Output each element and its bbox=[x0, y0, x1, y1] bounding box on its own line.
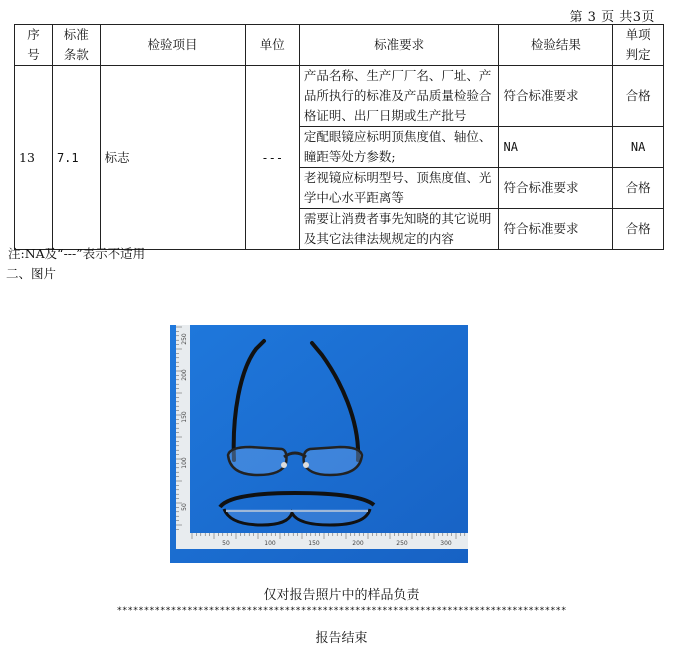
ruler-v-label: 200 bbox=[181, 369, 188, 381]
header-clause bbox=[52, 25, 100, 66]
photo-backdrop bbox=[170, 325, 468, 563]
glasses-lens-right bbox=[304, 447, 362, 475]
row-unit: --- bbox=[245, 66, 299, 250]
requirement-cell: 老视镜应标明型号、顶焦度值、光学中心水平距离等 bbox=[299, 168, 499, 209]
row-no: 13 bbox=[15, 66, 53, 250]
table-header-row bbox=[15, 25, 664, 66]
requirement-cell: 产品名称、生产厂厂名、厂址、产品所执行的标准及产品质量检验合格证明、出厂日期或生产批号 bbox=[299, 66, 499, 127]
header-no bbox=[15, 25, 53, 66]
separator-line: *********************************************************************************** bbox=[116, 606, 567, 616]
result-cell: NA bbox=[499, 127, 613, 168]
table-note: 注:NA及“---”表示不适用 bbox=[8, 246, 146, 261]
photo-caption: 仅对报告照片中的样品负责 bbox=[263, 588, 420, 603]
header-clause-label: 标准 条款 bbox=[63, 27, 89, 62]
judgement-cell: 合格 bbox=[613, 66, 664, 127]
table-row bbox=[15, 66, 664, 127]
sample-photo-drawing bbox=[170, 325, 468, 563]
ruler-h-label: 50 bbox=[222, 540, 230, 547]
result-cell: 符合标准要求 bbox=[499, 209, 613, 250]
ruler-v-label: 250 bbox=[181, 333, 188, 345]
ruler-h-label: 200 bbox=[352, 540, 364, 547]
sample-photo bbox=[170, 325, 468, 563]
inspection-table bbox=[14, 24, 664, 250]
requirement-cell: 需要让消费者事先知晓的其它说明及其它法律法规规定的内容 bbox=[299, 209, 499, 250]
nose-pad-right bbox=[303, 462, 309, 468]
header-unit: 单位 bbox=[245, 25, 299, 66]
result-cell: 符合标准要求 bbox=[499, 66, 613, 127]
ruler-v-label: 150 bbox=[181, 411, 188, 423]
ruler-vertical bbox=[176, 325, 190, 547]
section-title: 二、图片 bbox=[6, 266, 57, 281]
judgement-cell: NA bbox=[613, 127, 664, 168]
ruler-h-label: 100 bbox=[264, 540, 276, 547]
report-end: 报告结束 bbox=[315, 631, 368, 646]
row-item: 标志 bbox=[100, 66, 245, 250]
glasses-lens-left bbox=[228, 447, 287, 475]
nose-pad-left bbox=[281, 462, 287, 468]
header-no-label: 序 号 bbox=[27, 27, 40, 62]
ruler-v-label: 50 bbox=[181, 503, 188, 511]
requirement-cell: 定配眼镜应标明顶焦度值、轴位、瞳距等处方参数; bbox=[299, 127, 499, 168]
ruler-h-label: 300 bbox=[440, 540, 452, 547]
page-indicator: 第 3 页 共3页 bbox=[569, 10, 655, 25]
header-judgement-label: 单项 判定 bbox=[625, 27, 651, 62]
header-item: 检验项目 bbox=[100, 25, 245, 66]
header-judgement bbox=[613, 25, 664, 66]
judgement-cell: 合格 bbox=[613, 209, 664, 250]
result-cell: 符合标准要求 bbox=[499, 168, 613, 209]
ruler-v-label: 100 bbox=[181, 457, 188, 469]
ruler-horizontal bbox=[176, 533, 468, 549]
ruler-h-label: 250 bbox=[396, 540, 408, 547]
header-result: 检验结果 bbox=[499, 25, 613, 66]
judgement-cell: 合格 bbox=[613, 168, 664, 209]
row-clause: 7.1 bbox=[52, 66, 100, 250]
header-requirement: 标准要求 bbox=[299, 25, 499, 66]
ruler-h-label: 150 bbox=[308, 540, 320, 547]
